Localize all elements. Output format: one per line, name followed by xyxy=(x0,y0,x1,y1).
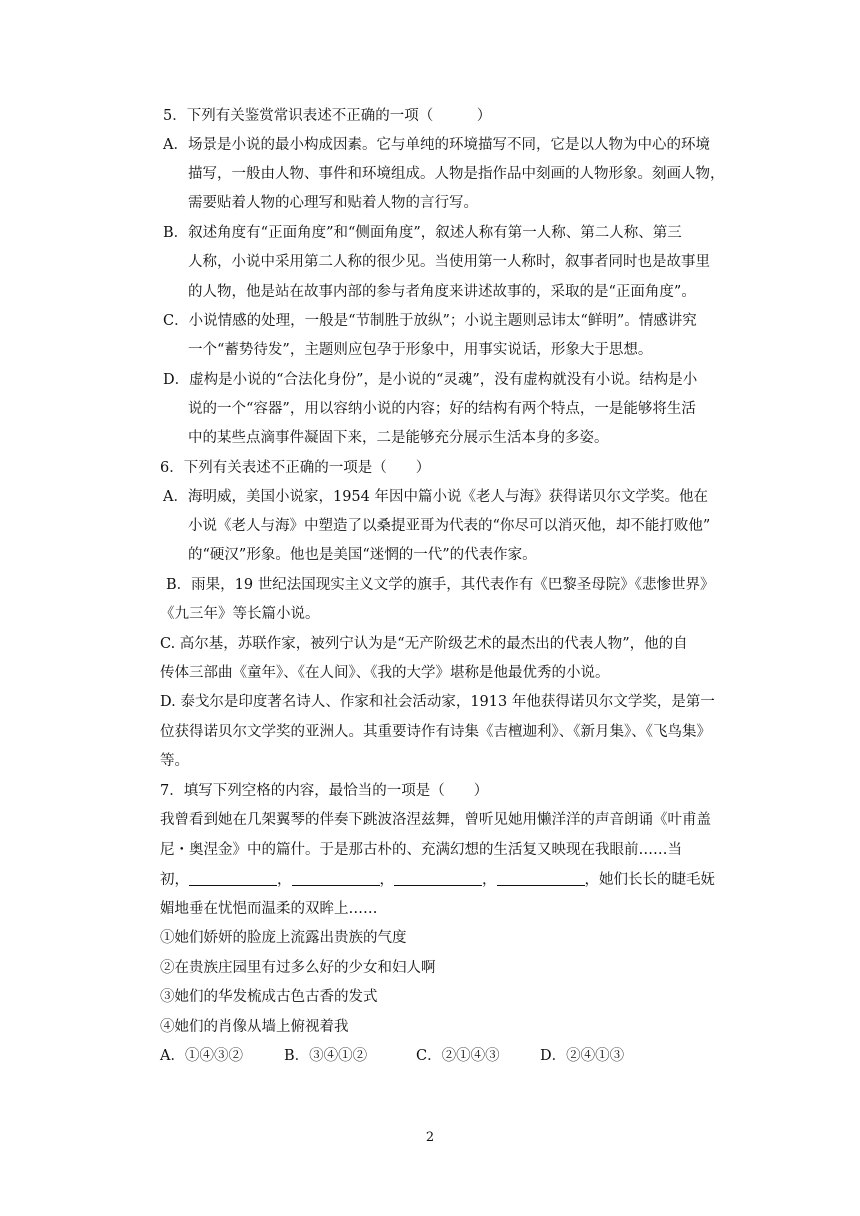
q5-option-d-line3: 中的某些点滴事件凝固下来，二是能够充分展示生活本身的多姿。 xyxy=(188,430,609,446)
q6-option-a-line2: 小说《老人与海》中塑造了以桑提亚哥为代表的“你尽可以消灭他，却不能打败他” xyxy=(188,518,711,534)
q7-option-a[interactable]: A．①④③② xyxy=(160,1048,243,1064)
q5-option-a-line1: A．场景是小说的最小构成因素。它与单纯的环境描写不同，它是以人物为中心的环境 xyxy=(163,137,710,153)
q7-item-4: ④她们的肖像从墙上俯视着我 xyxy=(160,1019,349,1035)
q7-passage-line2: 尼・奥涅金》中的篇什。于是那古朴的、充满幻想的生活复又映现在我眼前……当 xyxy=(160,842,682,858)
q5-option-c-line2: 一个“蓄势待发”，主题则应包孕于形象中，用事实说话，形象大于思想。 xyxy=(188,342,653,358)
q6-option-d-line3: 等。 xyxy=(160,753,189,769)
q7-option-c[interactable]: C．②①④③ xyxy=(416,1048,500,1064)
q6-option-a-line1: A．海明威，美国小说家，1954 年因中篇小说《老人与海》获得诺贝尔文学奖。他在 xyxy=(163,489,708,505)
q7-blank-sep: ， xyxy=(379,872,394,888)
q7-options xyxy=(160,1046,624,1066)
q7-stem: 7．填写下列空格的内容，最恰当的一项是（ ） xyxy=(160,783,489,799)
q6-option-c-line1: C. 高尔基，苏联作家，被列宁认为是“无产阶级艺术的最杰出的代表人物”，他的自 xyxy=(160,636,688,652)
q7-blank-2[interactable] xyxy=(292,871,380,886)
q5-stem: 5．下列有关鉴赏常识表述不正确的一项（ ） xyxy=(163,108,492,124)
q7-option-b[interactable]: B．③④①② xyxy=(284,1048,368,1064)
q5-option-b-line3: 的人物，他是站在故事内部的参与者角度来讲述故事的，采取的是“正面角度”。 xyxy=(188,284,696,300)
q7-fill-line xyxy=(160,870,715,890)
q7-item-2: ②在贵族庄园里有过多么好的少女和妇人啊 xyxy=(160,960,436,976)
q7-blank-prefix: 初， xyxy=(160,872,189,888)
q6-option-b-line1: B．雨果，19 世纪法国现实主义文学的旗手，其代表作有《巴黎圣母院》《悲惨世界》 xyxy=(166,577,715,593)
q7-option-d[interactable]: D．②④①③ xyxy=(540,1048,625,1064)
q7-passage-line1: 我曾看到她在几架翼琴的伴奏下跳波洛涅兹舞，曾听见她用懒洋洋的声音朗诵《叶甫盖 xyxy=(160,812,711,828)
q5-option-b-line1: B．叙述角度有“正面角度”和“侧面角度”，叙述人称有第一人称、第二人称、第三 xyxy=(163,225,682,241)
q5-option-b-line2: 人称，小说中采用第二人称的很少见。当使用第一人称时，叙事者同时也是故事里 xyxy=(188,254,710,270)
q7-blank-3[interactable] xyxy=(394,871,482,886)
q6-stem: 6．下列有关表述不正确的一项是（ ） xyxy=(160,460,431,476)
q7-blank-4[interactable] xyxy=(497,871,585,886)
q6-option-d-line2: 位获得诺贝尔文学奖的亚洲人。其重要诗作有诗集《吉檀迦利》、《新月集》、《飞鸟集》 xyxy=(160,724,711,740)
q7-blank-1[interactable] xyxy=(189,871,277,886)
q5-option-a-line3: 需要贴着人物的心理写和贴着人物的言行写。 xyxy=(188,195,478,211)
page-number: 2 xyxy=(425,1130,435,1145)
q7-blank-sep: ， xyxy=(482,872,497,888)
q7-passage-end: 媚地垂在忧悒而温柔的双眸上…… xyxy=(160,901,378,917)
q6-option-b-line2: 《九三年》等长篇小说。 xyxy=(160,606,320,622)
q5-option-c-line1: C．小说情感的处理，一般是“节制胜于放纵”；小说主题则忌讳太“鲜明”。情感讲究 xyxy=(163,313,697,329)
q7-item-3: ③她们的华发梳成古色古香的发式 xyxy=(160,989,378,1005)
q7-blank-suffix: ，她们长长的睫毛妩 xyxy=(584,872,715,888)
q6-option-a-line3: 的“硬汉”形象。他也是美国“迷惘的一代”的代表作家。 xyxy=(188,547,537,563)
q7-item-1: ①她们娇妍的脸庞上流露出贵族的气度 xyxy=(160,930,407,946)
q5-option-d-line2: 说的一个“容器”，用以容纳小说的内容；好的结构有两个特点，一是能够将生活 xyxy=(188,401,696,417)
q7-blank-sep: ， xyxy=(277,872,292,888)
q6-option-d-line1: D. 泰戈尔是印度著名诗人、作家和社会活动家，1913 年他获得诺贝尔文学奖，是第一 xyxy=(160,694,715,710)
q5-option-a-line2: 描写，一般由人物、事件和环境组成。人物是指作品中刻画的人物形象。刻画人物， xyxy=(188,166,725,182)
q5-option-d-line1: D．虚构是小说的“合法化身份”，是小说的“灵魂”，没有虚构就没有小说。结构是小 xyxy=(163,372,698,388)
q6-option-c-line2: 传体三部曲《童年》、《在人间》、《我的大学》堪称是他最优秀的小说。 xyxy=(160,665,610,681)
